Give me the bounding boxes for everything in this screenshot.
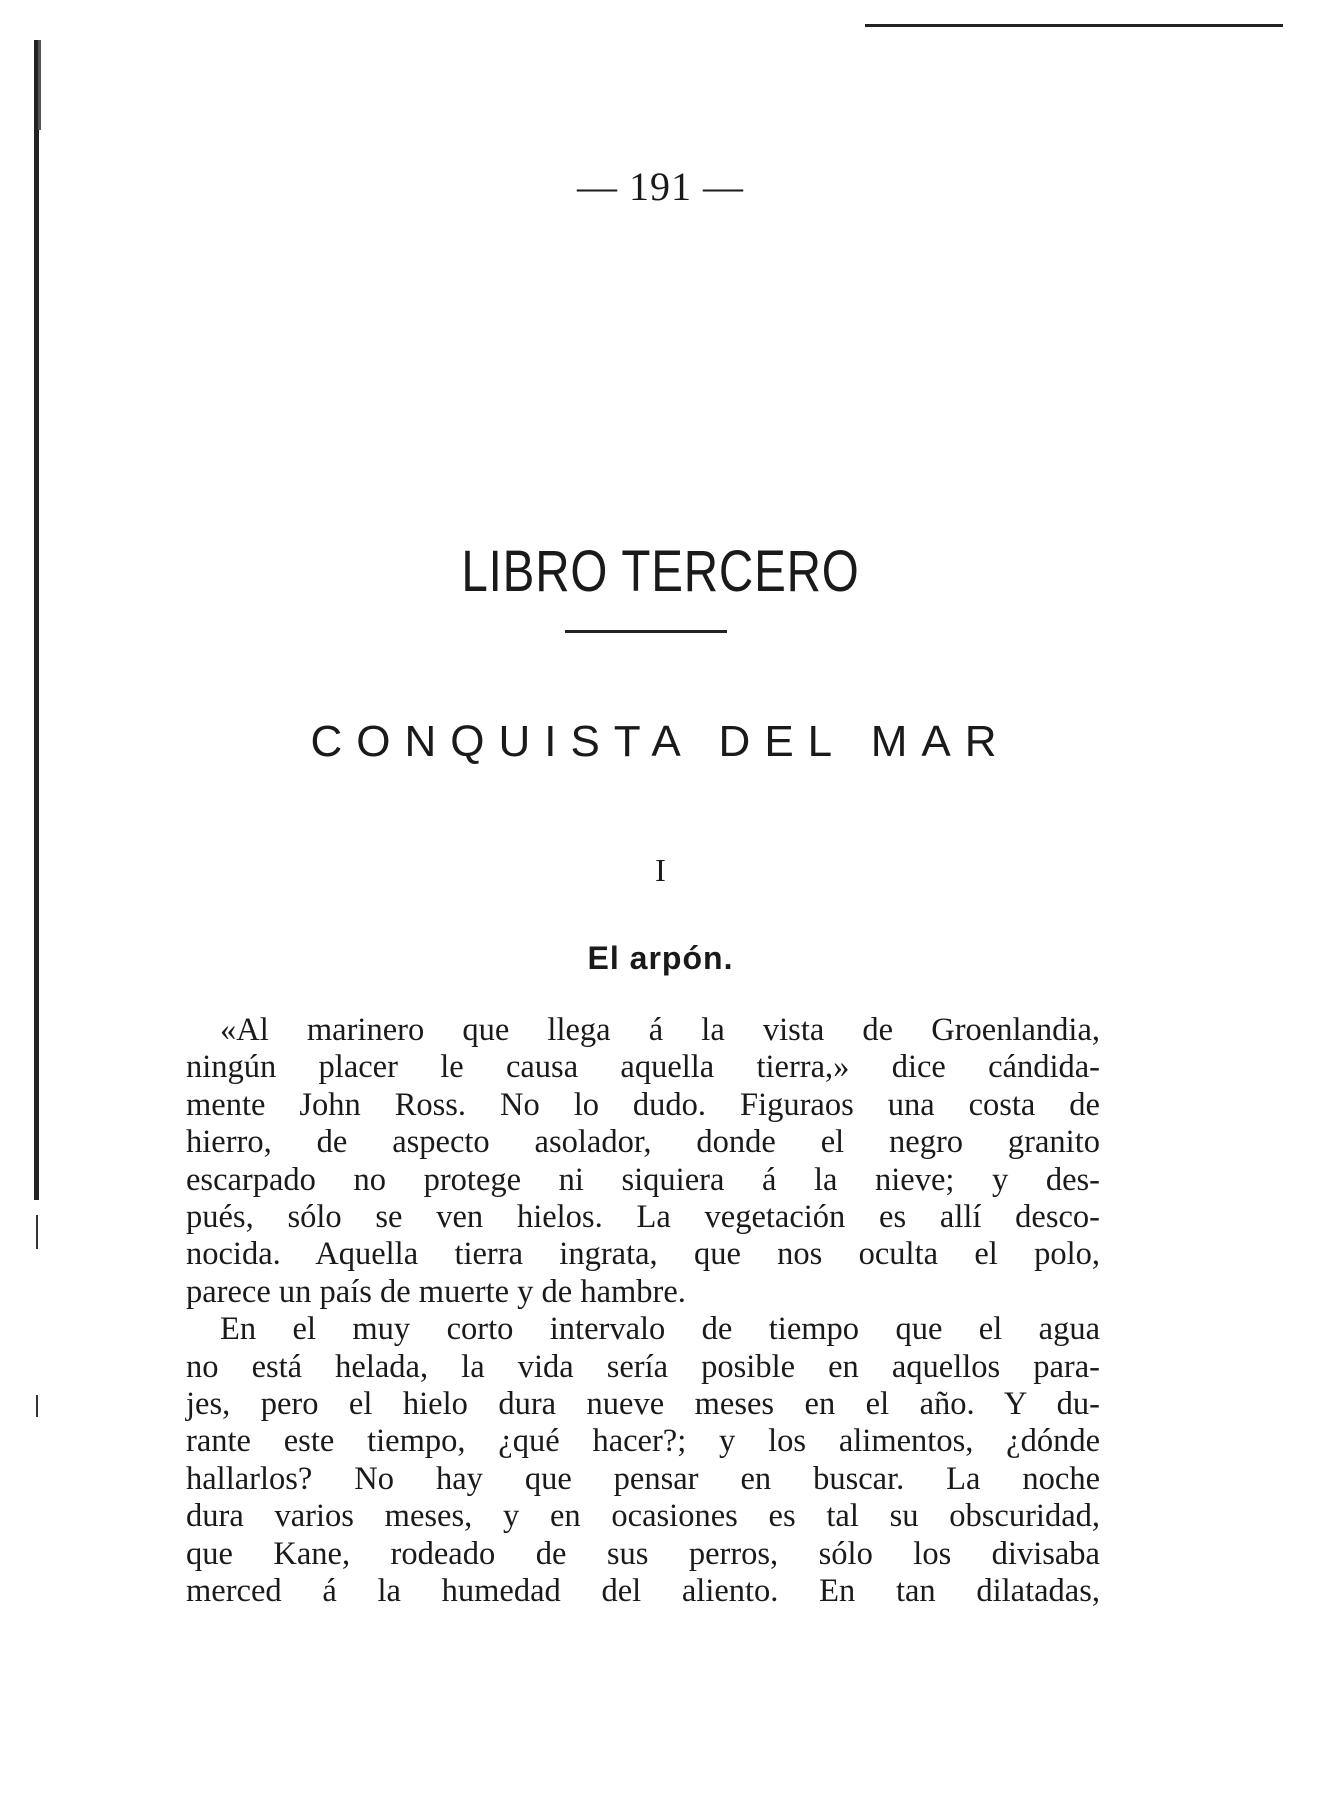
text-line: rante este tiempo, ¿qué hacer?; y los alimentos, ¿dónde: [186, 1423, 1100, 1460]
text-line: merced á la humedad del aliento. En tan dilatadas,: [186, 1573, 1100, 1610]
text-line: parece un país de muerte y de hambre.: [186, 1273, 686, 1310]
text-line: nocida. Aquella tierra ingrata, que nos oculta el polo,: [186, 1236, 1100, 1273]
page-edge-mark: [36, 1215, 38, 1249]
part-title: CONQUISTA DEL MAR: [310, 717, 1011, 766]
page-edge-mark: [36, 1395, 38, 1417]
text-line: pués, sólo se ven hielos. La vegetación es allí desco-: [186, 1199, 1100, 1236]
text-line: que Kane, rodeado de sus perros, sólo los divisaba: [186, 1535, 1100, 1572]
chapter-title: El arpón.: [587, 940, 734, 976]
chapter-numeral: I: [655, 852, 666, 888]
title-divider: [565, 630, 727, 633]
top-rule: [865, 24, 1283, 27]
book-title: LIBRO TERCERO: [461, 539, 860, 604]
paragraph-1: [186, 1012, 1100, 1311]
text-line: hallarlos? No hay que pensar en buscar. La noche: [186, 1460, 1100, 1497]
text-line: «Al marinero que llega á la vista de Groenlandia,: [220, 1012, 1100, 1048]
paragraph-2: [186, 1311, 1100, 1610]
page-edge-shadow: [34, 40, 39, 1200]
text-line: no está helada, la vida sería posible en aquellos para-: [186, 1348, 1100, 1385]
page-edge-shadow-upper: [38, 40, 41, 130]
text-line: En el muy corto intervalo de tiempo que el agua: [220, 1311, 1100, 1348]
text-line: escarpado no protege ni siquiera á la nieve; y des-: [186, 1161, 1100, 1198]
text-line: hierro, de aspecto asolador, donde el negro granito: [186, 1124, 1100, 1161]
text-line: mente John Ross. No lo dudo. Figuraos una costa de: [186, 1086, 1100, 1123]
page-number: — 191 —: [577, 164, 744, 209]
text-line: dura varios meses, y en ocasiones es tal su obscuridad,: [186, 1498, 1100, 1535]
body-text: [186, 1012, 1100, 1611]
text-line: jes, pero el hielo dura nueve meses en el año. Y du-: [186, 1386, 1100, 1423]
text-line: ningún placer le causa aquella tierra,» dice cándida-: [186, 1049, 1100, 1086]
